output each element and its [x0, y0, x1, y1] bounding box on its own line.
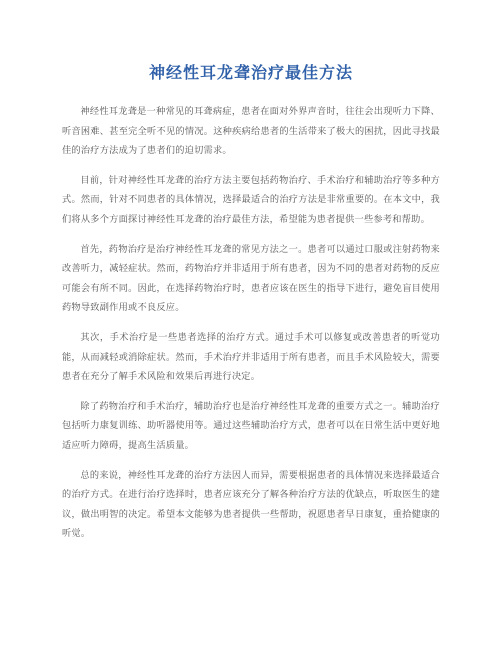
document-title: 神经性耳龙聋治疗最佳方法: [148, 63, 353, 82]
paragraph-4: 其次，手术治疗是一些患者选择的治疗方式。通过手术可以修复或改善患者的听觉功能，从而减轻或消除症状。然而，手术治疗并非适用于所有患者，而且手术风险较大，需要患者在充分了解手术风险和效果后再进行决定。: [62, 331, 440, 383]
paragraph-6: 总的来说，神经性耳龙聋的治疗方法因人而异，需要根据患者的具体情况来选择最适合的治疗方式。在进行治疗选择时，患者应该充分了解各种治疗方法的优缺点，听取医生的建议，做出明智的决定。希望本文能够为患者提供一些帮助，祝愿患者早日康复，重拾健康的听觉。: [62, 469, 440, 540]
paragraph-3: 首先，药物治疗是治疗神经性耳龙聋的常见方法之一。患者可以通过口服或注射药物来改善听力，减轻症状。然而，药物治疗并非适用于所有患者，因为不同的患者对药物的反应可能会有所不同。因此，在选择药物治疗时，患者应该在医生的指导下进行，避免盲目使用药物导致副作用或不良反应。: [62, 243, 440, 314]
paragraph-2: 目前，针对神经性耳龙聋的治疗方法主要包括药物治疗、手术治疗和辅助治疗等多种方式。然而，针对不同患者的具体情况，选择最适合的治疗方法是非常重要的。在本文中，我们将从多个方面探讨神经性耳龙聋的治疗最佳方法，希望能为患者提供一些参考和帮助。: [62, 174, 440, 225]
paragraph-5: 除了药物治疗和手术治疗，辅助治疗也是治疗神经性耳龙聋的重要方式之一。辅助治疗包括听力康复训练、助听器使用等。通过这些辅助治疗方式，患者可以在日常生活中更好地适应听力障碍，提高生活质量。: [62, 400, 440, 451]
paragraph-1: 神经性耳龙聋是一种常见的耳聋病症，患者在面对外界声音时，往往会出现听力下降、听音困难、甚至完全听不见的情况。这种疾病给患者的生活带来了极大的困扰，因此寻找最佳的治疗方法成为了患者们的迫切需求。: [62, 106, 440, 157]
